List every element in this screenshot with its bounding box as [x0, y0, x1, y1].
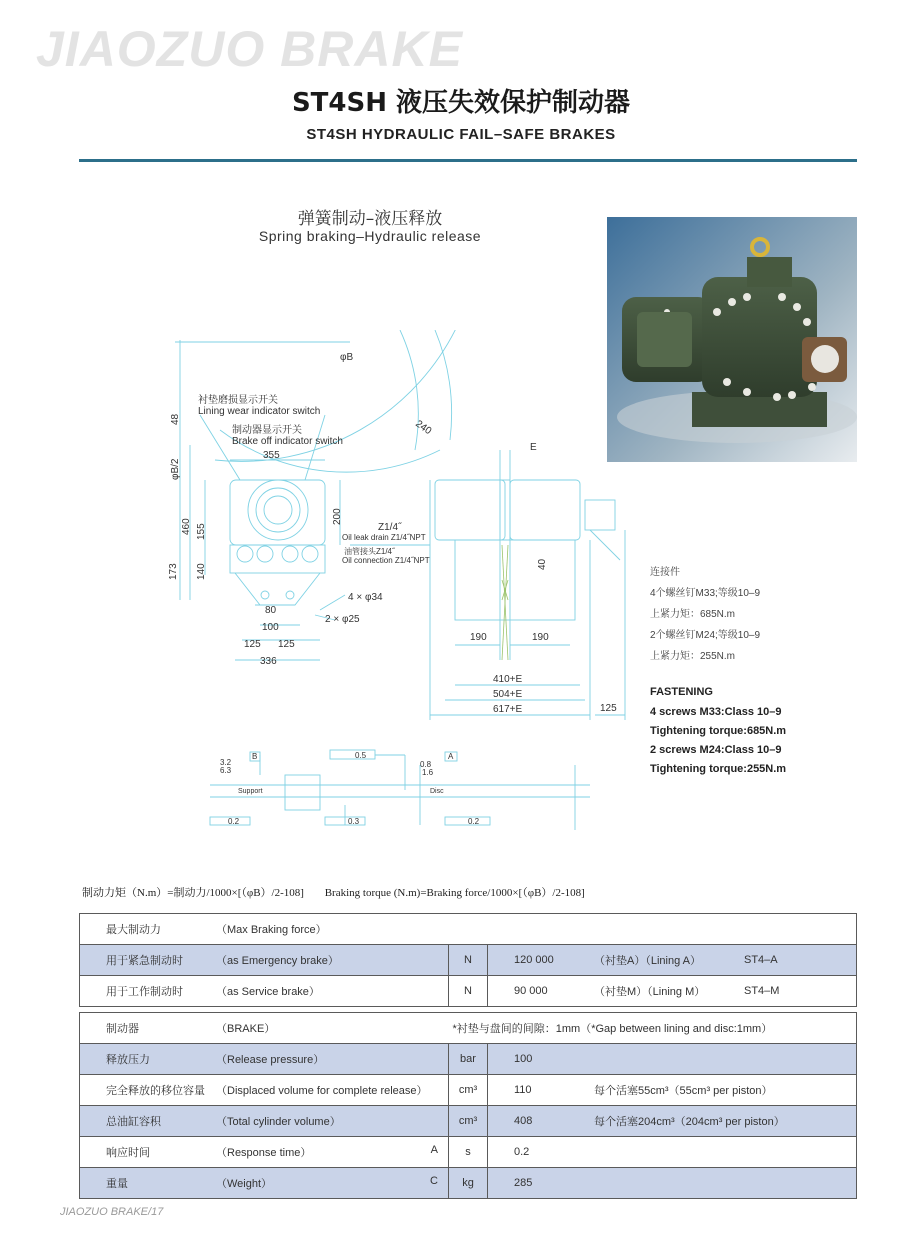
table-header-row	[80, 914, 857, 945]
dim-410e: 410+E	[493, 674, 523, 685]
tol-05: 0.5	[355, 751, 367, 760]
table-row	[80, 1137, 857, 1168]
torque-formula-cn: 制动力矩（N.m）=制动力/1000×[（φB）/2-108]	[82, 887, 304, 899]
fastening-line1-cn: 4个螺丝钉M33;等级10–9	[650, 588, 761, 599]
dim-155: 155	[196, 523, 207, 540]
cell-cn: 用于工作制动时	[106, 986, 183, 998]
dim-617e: 617+E	[493, 704, 523, 715]
cell-en: （BRAKE）	[216, 1023, 276, 1035]
table-row	[80, 1044, 857, 1075]
cell-note	[594, 1044, 857, 1075]
table-header-row	[80, 1013, 857, 1044]
brand-watermark: JIAOZUO BRAKE	[36, 21, 463, 77]
dim-48: 48	[170, 413, 181, 425]
cell-en	[216, 1137, 449, 1168]
cell-cn: 最大制动力	[106, 924, 161, 936]
tol-02b: 0.2	[468, 817, 480, 826]
cell-unit: s	[449, 1137, 488, 1168]
cell-value: 110	[514, 1084, 532, 1096]
cell-en: （as Emergency brake）	[216, 945, 449, 976]
dim-125b: 125	[278, 639, 295, 650]
cell-value: 120 000	[488, 945, 595, 976]
fastening-line4-cn: 上紧力矩：255N.m	[650, 651, 736, 662]
cell-cn: 总油缸容积	[80, 1106, 217, 1137]
gap-note: *衬垫与盘间的间隙：1mm（*Gap between lining and disc:1mm）	[452, 1023, 773, 1035]
dim-240: 240	[413, 418, 434, 438]
product-photo	[607, 217, 857, 462]
cell-en-text: （Response time）	[216, 1147, 312, 1159]
fastening-line3-cn: 2个螺丝钉M24;等级10–9	[650, 630, 761, 641]
page-footer: JIAOZUO BRAKE/17	[60, 1206, 164, 1218]
rough-08: 0.8	[420, 760, 432, 769]
fastening-line3-en: 2 screws M24:Class 10–9	[650, 744, 782, 756]
brake-technical-drawing	[160, 330, 640, 730]
dim-phi-b2: φB/2	[170, 458, 181, 480]
cell-model: ST4–A	[744, 945, 857, 976]
cell-note	[594, 1168, 857, 1199]
label-holes-34: 4 × φ34	[348, 592, 383, 603]
table-row	[80, 976, 857, 1007]
dim-355: 355	[263, 450, 280, 461]
cell-cn: 重量	[80, 1168, 217, 1199]
dim-100: 100	[262, 622, 279, 633]
fastening-line2-cn: 上紧力矩：685N.m	[650, 609, 736, 620]
dim-80: 80	[265, 605, 277, 616]
label-support: Support	[238, 788, 263, 795]
label-brake-off-cn: 制动器显示开关	[232, 425, 302, 436]
table-row	[80, 1106, 857, 1137]
dim-504e: 504+E	[493, 689, 523, 700]
tolerance-drawing	[200, 745, 600, 835]
table-row	[80, 1168, 857, 1199]
fastening-line2-en: Tightening torque:685N.m	[650, 725, 787, 737]
cell-en	[216, 1168, 449, 1199]
cell-en: （Max Braking force）	[216, 924, 327, 936]
label-oil-conn-cn: 油管接头Z1/4˝	[344, 547, 395, 556]
cell-suffix: A	[430, 1144, 438, 1156]
dim-phi-b: φB	[340, 352, 354, 363]
torque-formula-en: Braking torque (N.m)=Braking force/1000×[（φB）/2-108]	[324, 887, 585, 899]
section-subtitle-en: Spring braking–Hydraulic release	[258, 228, 482, 244]
page-title-cn: ST4SH 液压失效保护制动器	[291, 88, 631, 118]
dim-125c: 125	[600, 703, 617, 714]
cell-en: （as Service brake）	[216, 986, 320, 998]
rough-63: 6.3	[220, 766, 232, 775]
cell-en	[216, 1075, 449, 1106]
cell-en	[216, 1106, 449, 1137]
cell-en	[216, 1044, 449, 1075]
cell-unit: N	[449, 945, 488, 976]
cell-unit: bar	[449, 1044, 488, 1075]
cell-en-text: （Total cylinder volume）	[216, 1116, 341, 1128]
table-row	[80, 1075, 857, 1106]
fastening-line4-en: Tightening torque:255N.m	[650, 763, 787, 775]
table-row	[80, 945, 857, 976]
dim-190a: 190	[470, 632, 487, 643]
cell-note: 每个活塞204cm³（204cm³ per piston）	[594, 1106, 857, 1137]
label-holes-25: 2 × φ25	[325, 614, 360, 625]
cell-model: ST4–M	[744, 985, 780, 997]
cell-note	[594, 1137, 857, 1168]
cell-cn: 制动器	[106, 1023, 139, 1035]
cell-unit: cm³	[449, 1075, 488, 1106]
label-disc: Disc	[430, 788, 444, 795]
cell-en-text: （Displaced volume for complete release）	[216, 1085, 428, 1097]
label-lining-wear-en: Lining wear indicator switch	[198, 406, 321, 417]
dim-190b: 190	[532, 632, 549, 643]
label-oil-drain: Oil leak drain Z1/4˝NPT	[342, 533, 426, 542]
cell-en-text: （Weight）	[216, 1178, 273, 1190]
page-title-en: ST4SH HYDRAULIC FAIL–SAFE BRAKES	[306, 126, 616, 143]
cell-cn: 用于紧急制动时	[80, 945, 217, 976]
cell-value: 285	[488, 1168, 595, 1199]
cell-cn: 响应时间	[106, 1147, 150, 1159]
tol-03: 0.3	[348, 817, 360, 826]
dim-173: 173	[168, 563, 179, 580]
dim-125a: 125	[244, 639, 261, 650]
tol-02a: 0.2	[228, 817, 240, 826]
cell-unit: cm³	[449, 1106, 488, 1137]
fastening-heading-en: FASTENING	[650, 686, 713, 698]
dim-200: 200	[332, 508, 343, 525]
cell-unit: kg	[449, 1168, 488, 1199]
dim-460: 460	[181, 518, 192, 535]
rough-32: 3.2	[220, 758, 232, 767]
cell-value: 408	[488, 1106, 595, 1137]
fastening-line1-en: 4 screws M33:Class 10–9	[650, 706, 782, 718]
dim-140: 140	[196, 563, 207, 580]
fastening-heading-cn: 连接件	[650, 567, 680, 578]
cell-cn: 完全释放的移位容量	[106, 1085, 205, 1097]
brake-spec-table	[79, 1012, 857, 1199]
dim-336: 336	[260, 656, 277, 667]
cell-value: 100	[488, 1044, 595, 1075]
datum-b: B	[252, 752, 258, 761]
cell-unit: N	[449, 976, 488, 1007]
label-e: E	[530, 442, 537, 453]
label-lining-wear-cn: 衬垫磨损显示开关	[198, 395, 278, 406]
cell-suffix: C	[430, 1175, 438, 1187]
cell-cn: 释放压力	[80, 1044, 217, 1075]
label-z14: Z1/4˝	[378, 522, 402, 533]
torque-formula	[82, 884, 603, 900]
section-subtitle-cn: 弹簧制动–液压释放	[297, 209, 443, 229]
rough-16: 1.6	[422, 768, 434, 777]
cell-note: 每个活塞55cm³（55cm³ per piston）	[594, 1085, 773, 1097]
cell-en-text: （Release pressure）	[216, 1054, 325, 1066]
title-divider	[79, 159, 857, 162]
braking-force-table	[79, 913, 857, 1007]
dim-40: 40	[537, 558, 548, 570]
label-brake-off-en: Brake off indicator switch	[232, 436, 343, 447]
cell-value: 0.2	[514, 1146, 530, 1158]
label-oil-conn-en: Oil connection Z1/4˝NPT	[342, 556, 430, 565]
cell-value: 90 000	[514, 985, 548, 997]
cell-lining: （衬垫A）（Lining A）	[594, 945, 744, 976]
datum-a: A	[448, 752, 454, 761]
cell-lining: （衬垫M）（Lining M）	[594, 986, 706, 998]
